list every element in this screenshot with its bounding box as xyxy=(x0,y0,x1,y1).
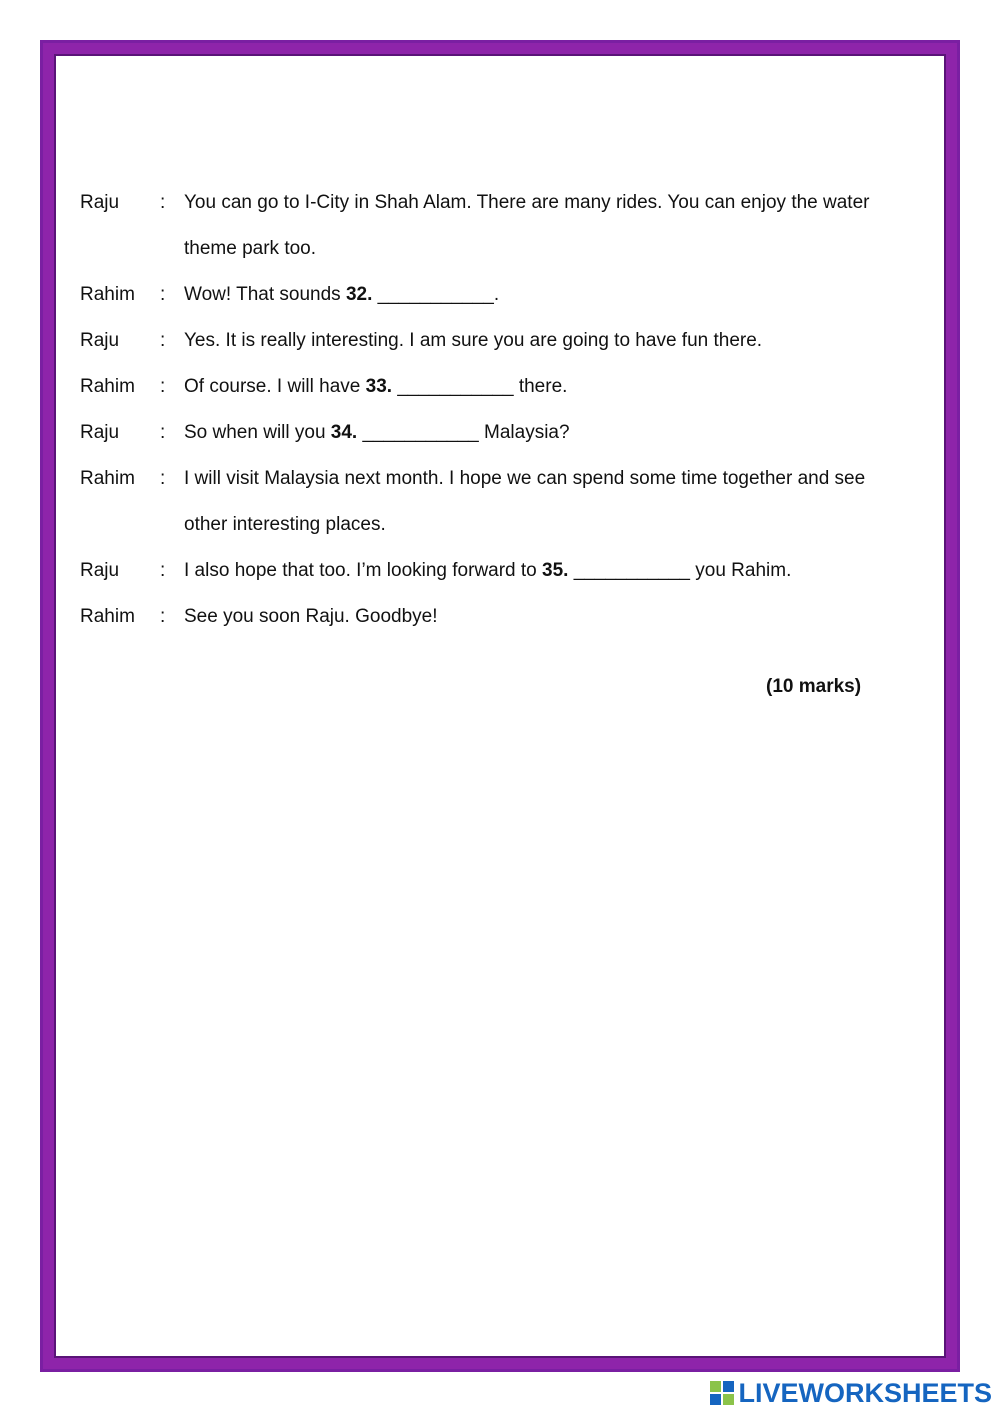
question-number: 35. xyxy=(542,560,569,581)
dialogue-line xyxy=(80,272,940,318)
text-before: So when will you xyxy=(184,422,331,443)
speaker-colon: : xyxy=(160,192,166,213)
dialogue-line xyxy=(80,594,940,640)
speaker-name: Rahim xyxy=(80,284,135,305)
dialogue-line xyxy=(80,364,940,410)
marks-label: (10 marks) xyxy=(766,676,862,697)
answer-blank[interactable]: ___________ you Rahim. xyxy=(568,560,792,581)
liveworksheets-icon xyxy=(710,1381,734,1405)
speaker-colon: : xyxy=(160,422,166,443)
dialogue-text: Yes. It is really interesting. I am sure you are going to have fun there. xyxy=(184,330,763,351)
liveworksheets-logo xyxy=(710,1378,992,1408)
dialogue-line xyxy=(80,548,940,594)
dialogue-line-continued xyxy=(80,502,940,548)
text-before: Of course. I will have xyxy=(184,376,366,397)
dialogue-line-continued xyxy=(80,226,940,272)
speaker-name: Raju xyxy=(80,422,120,443)
dialogue-text: You can go to I-City in Shah Alam. There are many rides. You can enjoy the water xyxy=(184,192,870,213)
speaker-name: Rahim xyxy=(80,468,135,489)
answer-blank[interactable]: ___________. xyxy=(372,284,500,305)
dialogue-text: I will visit Malaysia next month. I hope we can spend some time together and see xyxy=(184,468,866,489)
text-before: I also hope that too. I’m looking forward to xyxy=(184,560,543,581)
dialogue-line xyxy=(80,410,940,456)
text-before: Wow! That sounds xyxy=(184,284,346,305)
dialogue-line xyxy=(80,318,940,364)
speaker-name: Rahim xyxy=(80,376,135,397)
speaker-colon: : xyxy=(160,376,166,397)
dialogue-text xyxy=(184,364,940,410)
dialogue-text: other interesting places. xyxy=(184,514,386,535)
answer-blank[interactable]: ___________ Malaysia? xyxy=(357,422,570,443)
question-number: 33. xyxy=(365,376,393,397)
dialogue-text xyxy=(184,548,940,594)
speaker-colon: : xyxy=(160,284,166,305)
dialogue-text xyxy=(184,272,940,318)
speaker-colon: : xyxy=(160,560,166,581)
speaker-colon: : xyxy=(160,330,166,351)
question-number: 34. xyxy=(330,422,358,443)
dialogue-text: See you soon Raju. Goodbye! xyxy=(184,606,438,627)
speaker-colon: : xyxy=(160,468,166,489)
dialogue xyxy=(80,180,940,640)
speaker-colon: : xyxy=(160,606,166,627)
dialogue-line xyxy=(80,456,940,502)
speaker-name: Raju xyxy=(80,560,120,581)
dialogue-text xyxy=(184,410,940,456)
speaker-name: Rahim xyxy=(80,606,135,627)
answer-blank[interactable]: ___________ there. xyxy=(392,376,568,397)
dialogue-line xyxy=(80,180,940,226)
speaker-name: Raju xyxy=(80,192,120,213)
logo-text: LIVEWORKSHEETS xyxy=(738,1377,992,1408)
speaker-name: Raju xyxy=(80,330,120,351)
dialogue-text: theme park too. xyxy=(184,238,317,259)
question-number: 32. xyxy=(345,284,373,305)
